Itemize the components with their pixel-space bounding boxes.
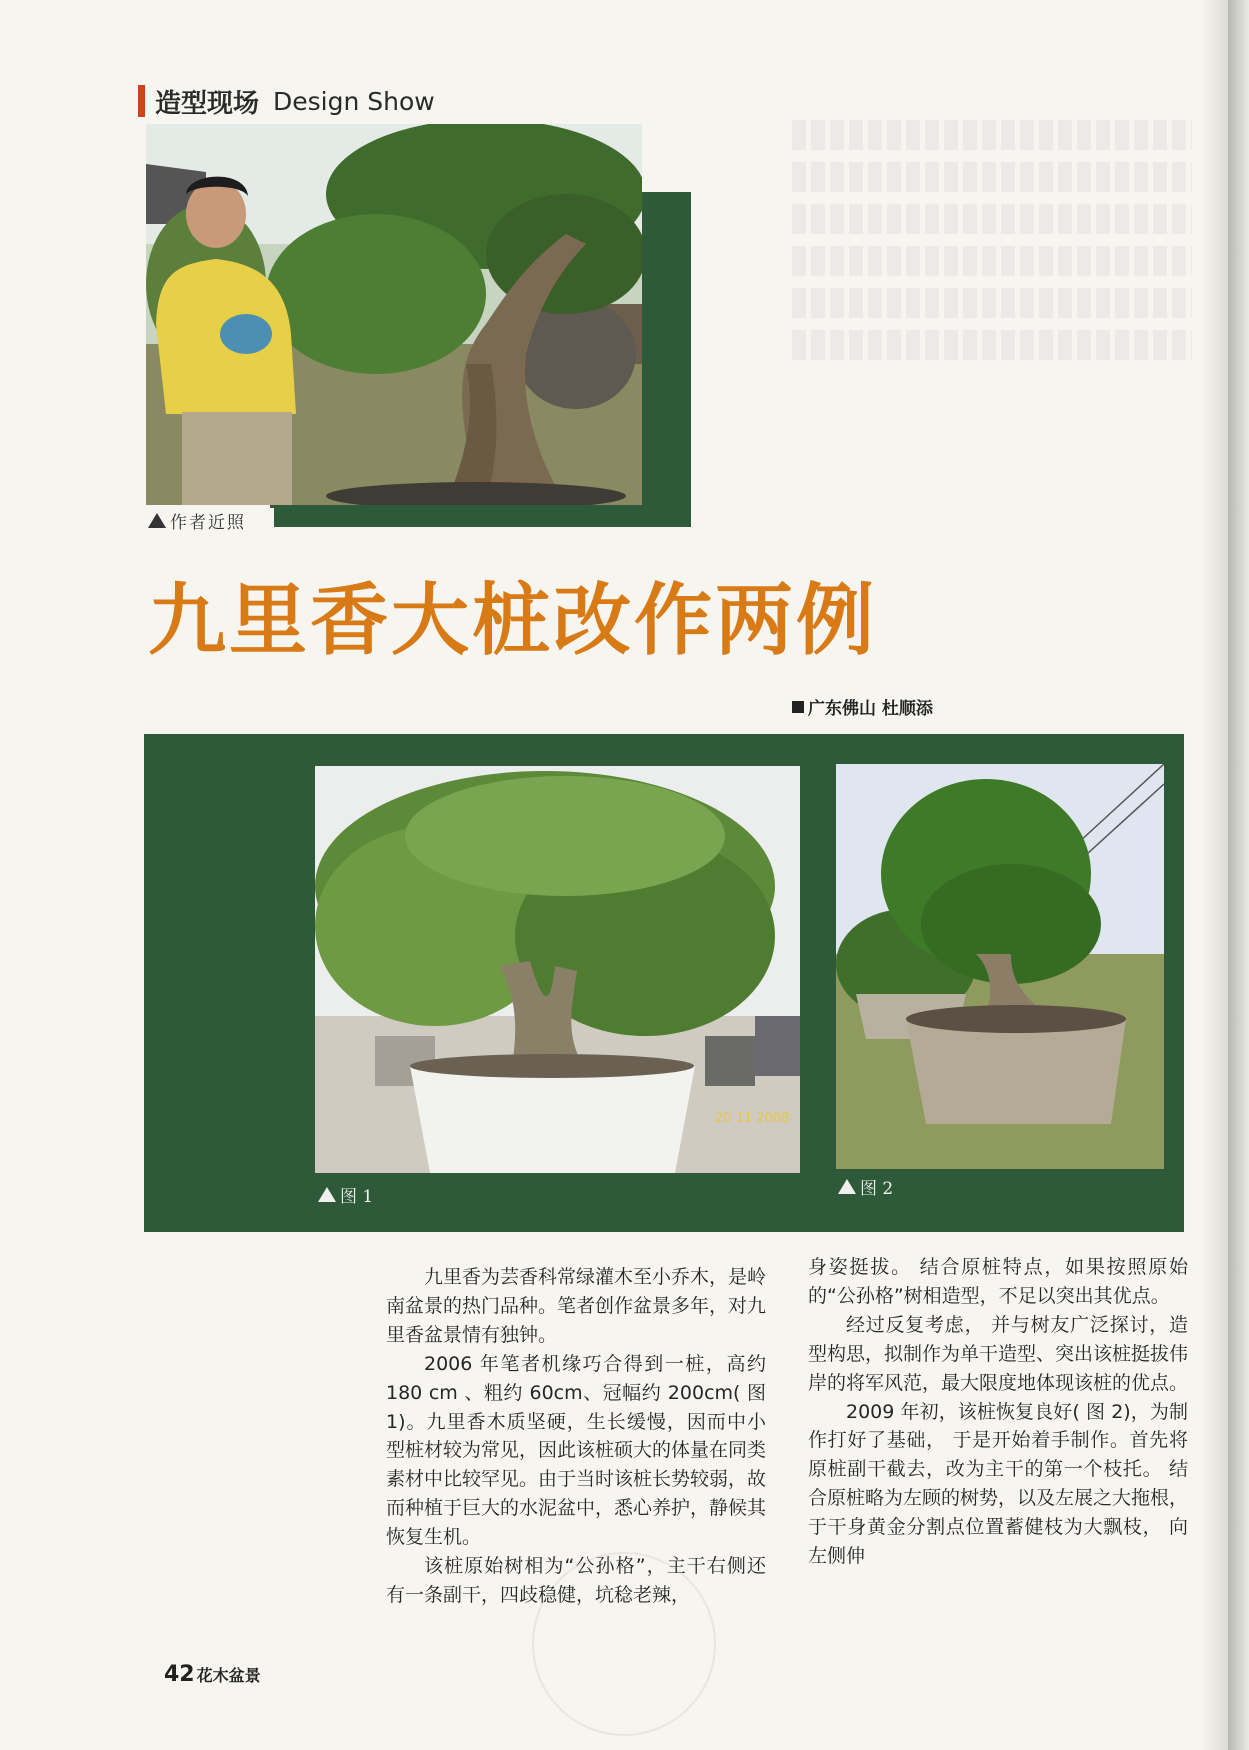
caption-triangle-icon bbox=[148, 513, 166, 528]
bleed-through-texture bbox=[792, 112, 1192, 412]
author-photo-caption: 作者近照 bbox=[148, 508, 274, 532]
page-number: 42 bbox=[164, 1662, 195, 1687]
section-marker bbox=[138, 85, 145, 117]
figure-1-date-stamp: 20 11 2008 bbox=[715, 1111, 790, 1126]
figure-2-photo bbox=[836, 764, 1164, 1169]
magazine-name: 花木盆景 bbox=[196, 1666, 261, 1685]
caption-triangle-icon bbox=[838, 1179, 856, 1194]
section-title-cn: 造型现场 bbox=[155, 88, 260, 119]
caption-triangle-icon bbox=[318, 1187, 336, 1202]
section-header bbox=[138, 84, 435, 118]
body-paragraph: 身姿挺拔。 结合原桩特点，如果按照原始的“公孙格”树相造型，不足以突出其优点。 bbox=[808, 1256, 1188, 1307]
figure-1-caption: 图 1 bbox=[318, 1182, 373, 1207]
body-paragraph: 2009 年初，该桩恢复良好( 图 2)，为制作打好了基础， 于是开始着手制作。首先将原桩副干截去，改为主干的第一个枝托。 结合原桩略为左顾的树势，以及左展之大拖根，于干身黄金分割点位置蓄健枝为大飘枝， 向左侧伸 bbox=[808, 1400, 1189, 1568]
figure-1-illustration bbox=[315, 766, 800, 1173]
byline-square-icon bbox=[792, 701, 804, 713]
body-paragraph: 该桩原始树相为“公孙格”，主干右侧还有一条副干，四歧稳健，坑稔老辣， bbox=[386, 1555, 766, 1606]
body-column-2 bbox=[808, 1253, 1188, 1571]
body-paragraph: 经过反复考虑， 并与树友广泛探讨，造型构思，拟制作为单干造型、突出该桩挺拔伟岸的将军风范，最大限度地体现该桩的优点。 bbox=[808, 1313, 1189, 1394]
watermark-seal bbox=[532, 1552, 716, 1736]
figure-1-photo bbox=[315, 766, 800, 1173]
figure-2-illustration bbox=[836, 764, 1164, 1169]
figure-2-caption: 图 2 bbox=[838, 1174, 893, 1199]
author-photo bbox=[146, 124, 642, 505]
article-title: 九里香大桩改作两例 bbox=[148, 576, 878, 666]
page-footer bbox=[164, 1662, 261, 1687]
section-title-en: Design Show bbox=[273, 86, 435, 116]
page-fold-edge bbox=[1228, 0, 1249, 1750]
body-paragraph: 九里香为芸香科常绿灌木至小乔木，是岭南盆景的热门品种。笔者创作盆景多年，对九里香盆景情有独钟。 bbox=[386, 1266, 767, 1346]
body-column-1 bbox=[386, 1263, 766, 1610]
article-byline: 广东佛山 杜顺添 bbox=[792, 694, 933, 719]
body-paragraph: 2006 年笔者机缘巧合得到一桩，高约 180 cm 、粗约 60cm、冠幅约 200cm( 图 1)。九里香木质坚硬，生长缓慢，因而中小型桩材较为常见，因此该桩硕大的体量在同类素材中比较罕见。由于当时该桩长势较弱，故而种植于巨大的水泥盆中，悉心养护，静候其恢复生机。 bbox=[386, 1352, 767, 1549]
author-photo-illustration bbox=[146, 124, 642, 505]
